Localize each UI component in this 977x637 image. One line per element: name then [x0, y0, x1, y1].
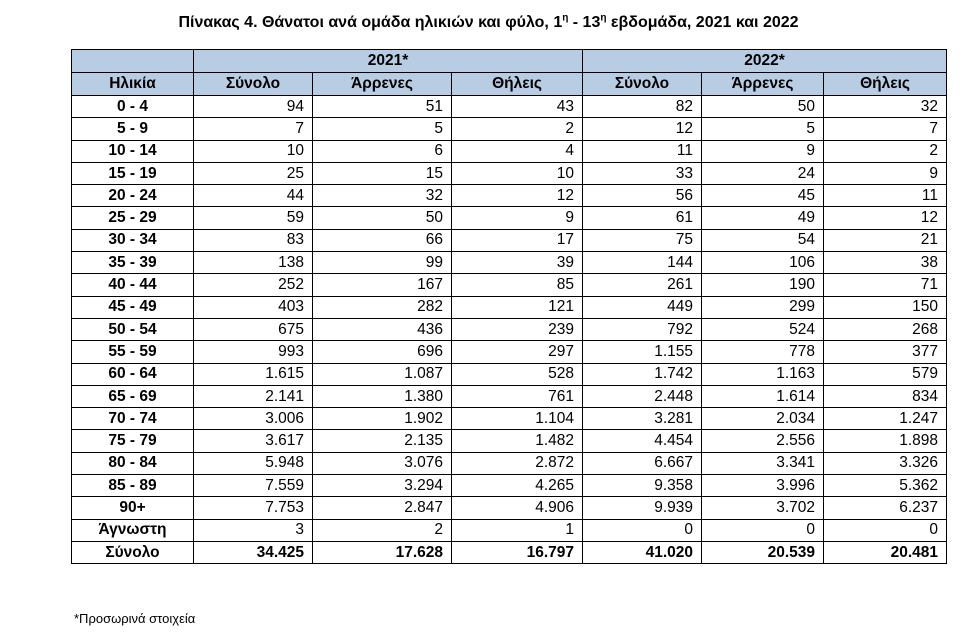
- value-cell: 3.996: [702, 475, 824, 497]
- value-cell: 1.482: [452, 430, 583, 452]
- value-cell: 0: [583, 519, 702, 541]
- year-header-row: [72, 50, 947, 73]
- column-header: Σύνολο: [583, 73, 702, 96]
- value-cell: 436: [313, 318, 452, 340]
- value-cell: 1.902: [313, 408, 452, 430]
- value-cell: 5.948: [194, 452, 313, 474]
- value-cell: 778: [702, 341, 824, 363]
- table-row: [72, 118, 947, 140]
- age-header: Ηλικία: [72, 73, 194, 96]
- table-row: [72, 185, 947, 207]
- value-cell: 2: [452, 118, 583, 140]
- value-cell: 82: [583, 96, 702, 118]
- value-cell: 993: [194, 341, 313, 363]
- value-cell: 0: [702, 519, 824, 541]
- value-cell: 9: [702, 140, 824, 162]
- table-row: [72, 408, 947, 430]
- value-cell: 268: [824, 318, 947, 340]
- value-cell: 138: [194, 252, 313, 274]
- value-cell: 5: [313, 118, 452, 140]
- value-cell: 83: [194, 229, 313, 251]
- value-cell: 3.294: [313, 475, 452, 497]
- value-cell: 282: [313, 296, 452, 318]
- value-cell: 3.617: [194, 430, 313, 452]
- table-row: [72, 475, 947, 497]
- value-cell: 59: [194, 207, 313, 229]
- value-cell: 12: [583, 118, 702, 140]
- table-row: [72, 318, 947, 340]
- value-cell: 144: [583, 252, 702, 274]
- footnote: *Προσωρινά στοιχεία: [74, 611, 196, 626]
- value-cell: 20.539: [702, 541, 824, 563]
- value-cell: 1.742: [583, 363, 702, 385]
- value-cell: 261: [583, 274, 702, 296]
- value-cell: 2.034: [702, 408, 824, 430]
- value-cell: 761: [452, 385, 583, 407]
- value-cell: 297: [452, 341, 583, 363]
- value-cell: 2.872: [452, 452, 583, 474]
- value-cell: 239: [452, 318, 583, 340]
- age-group-cell: 65 - 69: [72, 385, 194, 407]
- table-row: [72, 497, 947, 519]
- table-row: [72, 96, 947, 118]
- value-cell: 1.614: [702, 385, 824, 407]
- value-cell: 9: [452, 207, 583, 229]
- value-cell: 66: [313, 229, 452, 251]
- value-cell: 75: [583, 229, 702, 251]
- table-row: [72, 274, 947, 296]
- value-cell: 50: [313, 207, 452, 229]
- age-group-cell: 70 - 74: [72, 408, 194, 430]
- value-cell: 50: [702, 96, 824, 118]
- value-cell: 43: [452, 96, 583, 118]
- value-cell: 33: [583, 162, 702, 184]
- value-cell: 6: [313, 140, 452, 162]
- age-group-cell: 5 - 9: [72, 118, 194, 140]
- column-header: Θήλεις: [452, 73, 583, 96]
- value-cell: 10: [194, 140, 313, 162]
- value-cell: 834: [824, 385, 947, 407]
- column-header-row: [72, 73, 947, 96]
- value-cell: 32: [824, 96, 947, 118]
- age-group-cell: 0 - 4: [72, 96, 194, 118]
- value-cell: 2.135: [313, 430, 452, 452]
- age-group-cell: 15 - 19: [72, 162, 194, 184]
- total-row: [72, 541, 947, 563]
- value-cell: 12: [824, 207, 947, 229]
- value-cell: 45: [702, 185, 824, 207]
- value-cell: 94: [194, 96, 313, 118]
- value-cell: 3.341: [702, 452, 824, 474]
- year-header-2022: 2022*: [583, 50, 947, 73]
- column-header: Άρρενες: [702, 73, 824, 96]
- value-cell: 3.281: [583, 408, 702, 430]
- age-group-cell: 20 - 24: [72, 185, 194, 207]
- value-cell: 5: [702, 118, 824, 140]
- column-header: Άρρενες: [313, 73, 452, 96]
- age-group-cell: 40 - 44: [72, 274, 194, 296]
- value-cell: 696: [313, 341, 452, 363]
- value-cell: 1.898: [824, 430, 947, 452]
- value-cell: 11: [824, 185, 947, 207]
- value-cell: 377: [824, 341, 947, 363]
- value-cell: 7.753: [194, 497, 313, 519]
- value-cell: 4: [452, 140, 583, 162]
- value-cell: 2.847: [313, 497, 452, 519]
- table-title: Πίνακας 4. Θάνατοι ανά ομάδα ηλικιών και φύλο, $1^\eta - 13^\eta$ εβδομάδα, 2021 και 2022: [178, 12, 799, 31]
- value-cell: 34.425: [194, 541, 313, 563]
- value-cell: 85: [452, 274, 583, 296]
- value-cell: 15: [313, 162, 452, 184]
- value-cell: 2: [824, 140, 947, 162]
- table-row: [72, 207, 947, 229]
- value-cell: 0: [824, 519, 947, 541]
- value-cell: 1.247: [824, 408, 947, 430]
- value-cell: 4.906: [452, 497, 583, 519]
- value-cell: 252: [194, 274, 313, 296]
- value-cell: 20.481: [824, 541, 947, 563]
- table-row: [72, 363, 947, 385]
- year-header-2021: 2021*: [194, 50, 583, 73]
- value-cell: 1.615: [194, 363, 313, 385]
- age-group-cell: 35 - 39: [72, 252, 194, 274]
- value-cell: 2: [313, 519, 452, 541]
- value-cell: 106: [702, 252, 824, 274]
- value-cell: 7: [194, 118, 313, 140]
- corner-cell: [72, 50, 194, 73]
- value-cell: 579: [824, 363, 947, 385]
- value-cell: 25: [194, 162, 313, 184]
- value-cell: 403: [194, 296, 313, 318]
- value-cell: 524: [702, 318, 824, 340]
- age-group-cell: 45 - 49: [72, 296, 194, 318]
- value-cell: 3: [194, 519, 313, 541]
- value-cell: 3.326: [824, 452, 947, 474]
- value-cell: 17.628: [313, 541, 452, 563]
- value-cell: 61: [583, 207, 702, 229]
- value-cell: 7: [824, 118, 947, 140]
- value-cell: 528: [452, 363, 583, 385]
- table-row: [72, 519, 947, 541]
- value-cell: 38: [824, 252, 947, 274]
- value-cell: 7.559: [194, 475, 313, 497]
- value-cell: 6.667: [583, 452, 702, 474]
- table-row: [72, 430, 947, 452]
- value-cell: 1.087: [313, 363, 452, 385]
- table-row: [72, 252, 947, 274]
- value-cell: 1.155: [583, 341, 702, 363]
- age-group-cell: 50 - 54: [72, 318, 194, 340]
- value-cell: 39: [452, 252, 583, 274]
- value-cell: 3.076: [313, 452, 452, 474]
- value-cell: 24: [702, 162, 824, 184]
- age-group-cell: Σύνολο: [72, 541, 194, 563]
- age-group-cell: 25 - 29: [72, 207, 194, 229]
- age-group-cell: 30 - 34: [72, 229, 194, 251]
- value-cell: 1: [452, 519, 583, 541]
- age-group-cell: 80 - 84: [72, 452, 194, 474]
- column-header: Θήλεις: [824, 73, 947, 96]
- table-row: [72, 452, 947, 474]
- age-group-cell: 10 - 14: [72, 140, 194, 162]
- age-group-cell: 55 - 59: [72, 341, 194, 363]
- column-header: Σύνολο: [194, 73, 313, 96]
- value-cell: 12: [452, 185, 583, 207]
- table-row: [72, 140, 947, 162]
- value-cell: 41.020: [583, 541, 702, 563]
- value-cell: 1.104: [452, 408, 583, 430]
- table-row: [72, 162, 947, 184]
- value-cell: 56: [583, 185, 702, 207]
- value-cell: 10: [452, 162, 583, 184]
- table-row: [72, 385, 947, 407]
- value-cell: 121: [452, 296, 583, 318]
- value-cell: 17: [452, 229, 583, 251]
- value-cell: 51: [313, 96, 452, 118]
- age-group-cell: 75 - 79: [72, 430, 194, 452]
- value-cell: 99: [313, 252, 452, 274]
- table-row: [72, 229, 947, 251]
- table-row: [72, 296, 947, 318]
- value-cell: 4.454: [583, 430, 702, 452]
- value-cell: 5.362: [824, 475, 947, 497]
- value-cell: 792: [583, 318, 702, 340]
- value-cell: 449: [583, 296, 702, 318]
- value-cell: 1.380: [313, 385, 452, 407]
- value-cell: 190: [702, 274, 824, 296]
- value-cell: 71: [824, 274, 947, 296]
- value-cell: 2.141: [194, 385, 313, 407]
- value-cell: 9.939: [583, 497, 702, 519]
- age-group-cell: Άγνωστη: [72, 519, 194, 541]
- age-group-cell: 90+: [72, 497, 194, 519]
- value-cell: 167: [313, 274, 452, 296]
- value-cell: 32: [313, 185, 452, 207]
- age-group-cell: 85 - 89: [72, 475, 194, 497]
- value-cell: 6.237: [824, 497, 947, 519]
- value-cell: 11: [583, 140, 702, 162]
- value-cell: 3.702: [702, 497, 824, 519]
- table-row: [72, 341, 947, 363]
- value-cell: 4.265: [452, 475, 583, 497]
- value-cell: 2.448: [583, 385, 702, 407]
- value-cell: 299: [702, 296, 824, 318]
- value-cell: 3.006: [194, 408, 313, 430]
- value-cell: 16.797: [452, 541, 583, 563]
- age-group-cell: 60 - 64: [72, 363, 194, 385]
- value-cell: 2.556: [702, 430, 824, 452]
- value-cell: 9.358: [583, 475, 702, 497]
- value-cell: 49: [702, 207, 824, 229]
- value-cell: 1.163: [702, 363, 824, 385]
- value-cell: 150: [824, 296, 947, 318]
- value-cell: 44: [194, 185, 313, 207]
- value-cell: 54: [702, 229, 824, 251]
- value-cell: 21: [824, 229, 947, 251]
- deaths-table: [71, 49, 947, 564]
- value-cell: 9: [824, 162, 947, 184]
- value-cell: 675: [194, 318, 313, 340]
